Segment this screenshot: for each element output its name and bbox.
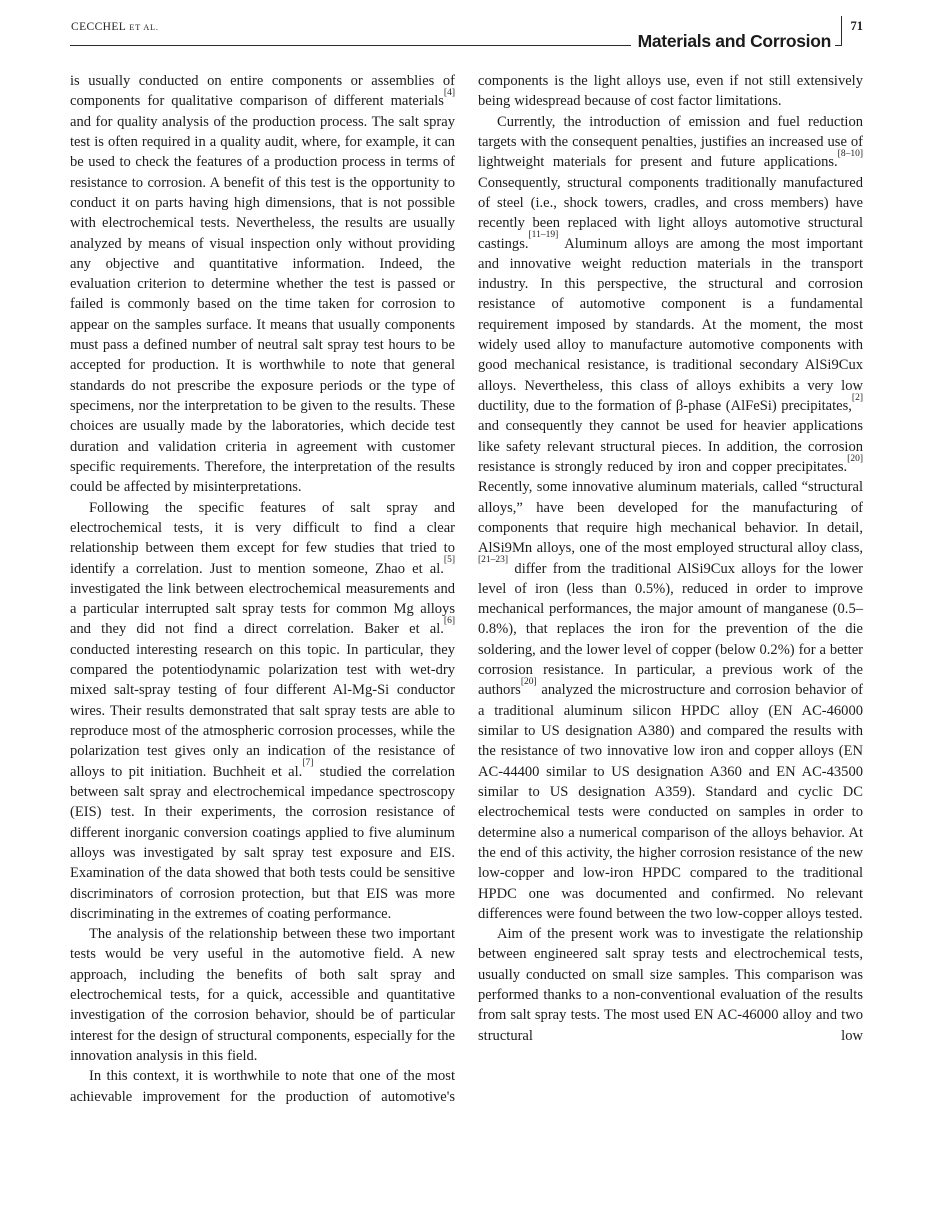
- citation-reference: [21–23]: [478, 555, 509, 566]
- citation-reference: [7]: [302, 758, 314, 769]
- citation-reference: [11–19]: [528, 230, 559, 241]
- running-head-authors: [71, 21, 159, 33]
- page-header: [70, 0, 863, 72]
- left-column: [70, 71, 455, 1107]
- running-head-name: CECCHEL: [71, 21, 127, 33]
- journal-title: Materials and Corrosion: [631, 31, 835, 52]
- citation-reference: [8–10]: [837, 148, 863, 159]
- paragraph: In this context, it is worthwhile to note that one of the most achievable improvement for the production of automotive's: [70, 1068, 455, 1105]
- citation-reference: [6]: [443, 616, 455, 627]
- citation-reference: [4]: [443, 87, 455, 98]
- page-number: 71: [850, 19, 863, 33]
- paragraph: Aim of the present work was to investigate the relationship between engineered salt spray tests and electrochemical tests, usually conducted on small size samples. This comparison was performed thanks to a non-conventional evaluation of the results from salt spray tests. The most used EN AC-46000 alloy and two structural low: [478, 926, 863, 1044]
- header-divider-bar: [841, 16, 842, 46]
- paragraph: Following the specific features of salt spray and electrochemical tests, it is very difficult to find a clear relationship between them except for few studies that tried to identify a correlation. Just to mention someone, Zhao et al.[5] investigated the link between electrochemical measurements and a particular interrupted salt spray tests for common Mg alloys and they did not find a direct correlation. Baker et al.[6] conducted interesting research on this topic. In particular, they compared the potentiodynamic polarization test with wet-dry mixed salt-spray testing of four different Al-Mg-Si conductor wires. Their results demonstrated that salt spray tests are able to reproduce most of the atmospheric corrosion processes, while the polarization test gives only an indication of the resistance of alloys to pit initiation. Buchheit et al.[7] studied the correlation between salt spray and electrochemical impedance spectroscopy (EIS) test. In their experiments, the corrosion resistance of different inorganic conversion coatings applied to five aluminum alloys was investigated by salt spray test exposure and EIS. Examination of the data showed that both tests could be sensitive discriminators of corrosion protection, but that EIS was more discriminating in the extremes of coating performance.: [70, 499, 455, 922]
- right-column: [478, 71, 863, 1107]
- citation-reference: [2]: [851, 392, 863, 403]
- paragraph: Currently, the introduction of emission and fuel reduction targets with the consequent penalties, justifies an increased use of lightweight materials for present and future applications.[8–10] Consequently, structural components traditionally manufactured of steel (i.e., shock towers, cradles, and cross members) have recently been replaced with light alloys automotive structural castings.[11–19] Aluminum alloys are among the most important and innovative weight reduction materials in the transport industry. In this perspective, the structural and corrosion resistance of automotive component is a fundamental requirement imposed by standards. At the moment, the most widely used alloy to manufacture automotive components with good mechanical resistance, is traditional secondary AlSi9Cux alloys. Nevertheless, this class of alloys exhibits a very low ductility, due to the formation of β-phase (AlFeSi) precipitates,[2] and consequently they cannot be used for heavier applications like safety relevant structural pieces. In addition, the corrosion resistance is strongly reduced by iron and copper precipitates.[20] Recently, some innovative aluminum materials, called “structural alloys,” have been developed for the manufacturing of components that require high mechanical behavior. In detail, AlSi9Mn alloys, one of the most employed structural alloy class,[21–23] differ from the traditional AlSi9Cux alloys for the lower level of iron (less than 0.5%), reduced in order to improve mechanical performances, the major amount of manganese (0.5–0.8%), that replaces the iron for the prevention of the die soldering, and the lower level of copper (below 0.2%) for a better corrosion resistance. In particular, a previous work of the authors[20] analyzed the microstructure and corrosion behavior of a traditional aluminum silicon HPDC alloy (EN AC-46000 similar to US designation A380) and compared the results with the resistance of two innovative low iron and copper alloys (EN AC-44400 similar to US designation A360 and EN AC-43500 similar to US designation A359). Standard and cyclic DC electrochemical tests were conducted on samples in order to determine also a numerical comparison of the alloys behavior. At the end of this activity, the higher corrosion resistance of the new low-copper and low-iron HPDC compared to the traditional HPDC one was documented and confirmed. No relevant differences were found between the two low-copper alloys tested.: [478, 113, 863, 922]
- citation-reference: [5]: [443, 555, 455, 566]
- running-head-etal: ET AL.: [129, 22, 159, 32]
- paragraph: components is the light alloys use, even if not still extensively being widespread because of cost factor limitations.: [478, 73, 863, 110]
- citation-reference: [20]: [520, 677, 537, 688]
- article-body: [70, 71, 863, 1107]
- citation-reference: [20]: [847, 453, 863, 464]
- paragraph: is usually conducted on entire components or assemblies of components for qualitative comparison of different materials[4] and for quality analysis of the production process. The salt spray test is often required in a quality audit, where, for example, it can be used to check the features of a production process in terms of resistance to corrosion. A benefit of this test is the opportunity to conduct it on parts having high dimensions, that is not possible with electrochemical tests. Nevertheless, the results are usually analyzed by means of visual inspection only without providing any objective and quantitative information. Indeed, the evaluation criterion to determine whether the test is passed or failed is commonly based on the time taken for corrosion to appear on the samples surface. It means that usually components must pass a defined number of neutral salt spray test hours to be accepted for production. It is worthwhile to note that general standards do not prescribe the exposure periods or the type of specimens, nor the interpretation to be given to the results. These choices are usually made by the laboratories, which decide test duration and validation criteria in agreement with customer specific requirements. Therefore, the interpretation of the results could be affected by misinterpretations.: [70, 73, 455, 496]
- paragraph: The analysis of the relationship between these two important tests would be very useful in the automotive field. A new approach, including the benefits of both salt spray and electrochemical tests, for a quick, accessible and quantitative investigation of the corrosion behavior, should be of particular interest for the design of structural components, especially for the innovation analysis in this field.: [70, 926, 455, 1064]
